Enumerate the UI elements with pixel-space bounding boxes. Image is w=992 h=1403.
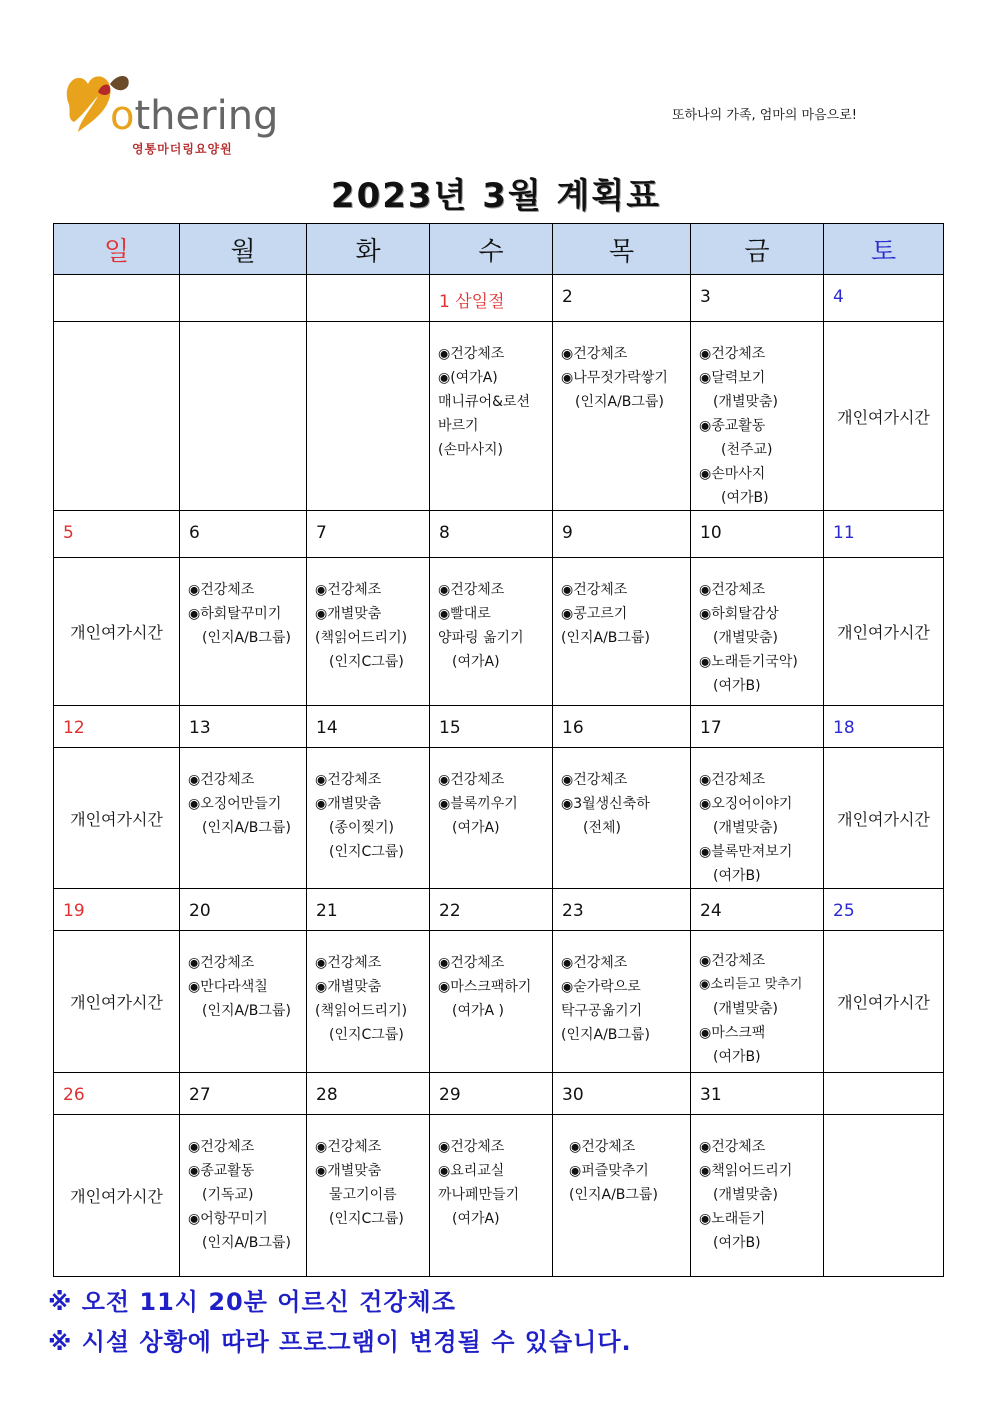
date-cell: [553, 275, 691, 322]
date-number: 31: [700, 1085, 722, 1105]
weekday-header: 화: [307, 224, 430, 275]
activity-line: (여가B): [721, 490, 769, 506]
date-cell: [691, 275, 824, 322]
activity-line: ◉마스크팩: [699, 1025, 766, 1041]
date-number: 29: [439, 1085, 461, 1105]
logo: [58, 62, 278, 158]
activity-line: (인지C그룹): [329, 1027, 404, 1043]
activity-cell: [430, 748, 553, 889]
activity-cell: [430, 322, 553, 511]
activity-line: ◉책읽어드리기: [699, 1163, 793, 1179]
activity-line: 까나페만들기: [438, 1187, 520, 1203]
activity-cell: [307, 322, 430, 511]
activity-line: ◉3월생신축하: [561, 796, 650, 812]
activity-line: ◉오징어이야기: [699, 796, 793, 812]
activity-line: (인지A/B그룹): [561, 630, 650, 646]
activity-line: ◉하회탈감상: [699, 606, 779, 622]
activity-cell: [430, 931, 553, 1073]
activity-cell: [180, 748, 307, 889]
date-cell: [430, 706, 553, 748]
date-number: 28: [316, 1085, 338, 1105]
activity-line: (여가B): [713, 868, 761, 884]
date-cell: [180, 511, 307, 558]
date-number: 25: [833, 901, 855, 921]
date-number: 13: [189, 718, 211, 738]
date-cell: [54, 889, 180, 931]
activity-row: [54, 748, 944, 889]
date-cell: [180, 275, 307, 322]
date-row: [54, 706, 944, 748]
activity-line: ◉개별맞춤: [315, 1163, 382, 1179]
activity-cell: [553, 931, 691, 1073]
activity-line: ◉오징어만들기: [188, 796, 282, 812]
activity-line: (여가B): [713, 1049, 761, 1065]
date-number: 17: [700, 718, 722, 738]
activity-line: (여가A ): [452, 1003, 504, 1019]
activity-line: ◉종교활동: [699, 418, 766, 434]
activity-line: (책읽어드리기): [315, 1003, 408, 1019]
date-number: 16: [562, 718, 584, 738]
date-cell: [307, 275, 430, 322]
date-cell: [307, 1073, 430, 1115]
activity-line: ◉건강체조: [561, 582, 628, 598]
calendar-table: [53, 223, 944, 1277]
activity-line: (여가B): [713, 1235, 761, 1251]
activity-line: ◉개별맞춤: [315, 979, 382, 995]
activity-line: (개별맞춤): [713, 630, 779, 646]
activity-line: ◉건강체조: [315, 1139, 382, 1155]
date-cell: [307, 706, 430, 748]
activity-line: (기독교): [202, 1187, 254, 1203]
activity-line: (인지A/B그룹): [202, 1235, 291, 1251]
date-cell: [180, 1073, 307, 1115]
activity-row: [54, 322, 944, 511]
date-cell: [691, 511, 824, 558]
activity-line: (책읽어드리기): [315, 630, 408, 646]
activity-line: (개별맞춤): [713, 1001, 779, 1017]
activity-line: 매니큐어&로션: [438, 394, 531, 410]
activity-line: ◉종교활동: [188, 1163, 255, 1179]
activity-line: ◉건강체조: [315, 955, 382, 971]
weekday-header: 수: [430, 224, 553, 275]
date-cell: [691, 889, 824, 931]
activity-line: ◉건강체조: [438, 346, 505, 362]
activity-line: ◉빨대로: [438, 606, 491, 622]
date-number: 19: [63, 901, 85, 921]
date-row: [54, 889, 944, 931]
date-number: 24: [700, 901, 722, 921]
activity-cell: [180, 1115, 307, 1277]
weekday-header: 토: [824, 224, 944, 275]
activity-line: (개별맞춤): [713, 394, 779, 410]
activity-line: (인지A/B그룹): [569, 1187, 658, 1203]
date-cell: [691, 706, 824, 748]
activity-line: ◉건강체조: [315, 582, 382, 598]
activity-line: ◉건강체조: [438, 772, 505, 788]
activity-line: 양파링 옮기기: [438, 630, 524, 646]
date-cell: [691, 1073, 824, 1115]
date-number: [54, 275, 179, 304]
activity-line: (여가A): [452, 1211, 500, 1227]
activity-cell: 개인여가시간: [54, 748, 180, 889]
activity-line: 물고기이름: [329, 1187, 397, 1203]
activity-cell: 개인여가시간: [54, 931, 180, 1073]
activity-line: (인지C그룹): [329, 654, 404, 670]
activity-line: (인지A/B그룹): [202, 630, 291, 646]
activity-line: (여가A): [452, 820, 500, 836]
activity-cell: [691, 322, 824, 511]
activity-line: (손마사지): [438, 442, 504, 458]
date-number: 22: [439, 901, 461, 921]
date-row: [54, 1073, 944, 1115]
activity-line: ◉소리듣고 맞추기: [699, 977, 803, 992]
weekday-header: 금: [691, 224, 824, 275]
weekday-header: 목: [553, 224, 691, 275]
date-number: 8: [439, 523, 450, 543]
date-cell: [553, 889, 691, 931]
activity-line: (종이찢기): [329, 820, 395, 836]
activity-line: (인지A/B그룹): [575, 394, 664, 410]
activity-line: ◉블록만져보기: [699, 844, 793, 860]
activity-line: ◉건강체조: [699, 772, 766, 788]
slogan: 또하나의 가족, 엄마의 마음으로!: [672, 108, 857, 123]
activity-cell: [307, 931, 430, 1073]
activity-line: ◉건강체조: [438, 582, 505, 598]
activity-line: ◉건강체조: [561, 955, 628, 971]
activity-line: ◉어항꾸미기: [188, 1211, 268, 1227]
activity-line: (여가A): [452, 654, 500, 670]
activity-line: (개별맞춤): [713, 1187, 779, 1203]
date-cell: [553, 1073, 691, 1115]
date-number: 30: [562, 1085, 584, 1105]
date-number: 23: [562, 901, 584, 921]
activity-line: ◉블록끼우기: [438, 796, 518, 812]
activity-line: (개별맞춤): [713, 820, 779, 836]
activity-line: ◉(여가A): [438, 370, 498, 386]
date-number: 4: [833, 287, 844, 307]
activity-line: ◉건강체조: [561, 346, 628, 362]
activity-line: ◉만다라색칠: [188, 979, 268, 995]
activity-line: ◉건강체조: [188, 582, 255, 598]
activity-line: ◉숟가락으로: [561, 979, 641, 995]
activity-cell: [180, 931, 307, 1073]
activity-cell: [691, 558, 824, 706]
activity-line: ◉건강체조: [188, 1139, 255, 1155]
activity-cell: [430, 1115, 553, 1277]
activity-row: [54, 558, 944, 706]
date-cell: [553, 706, 691, 748]
activity-line: ◉마스크팩하기: [438, 979, 532, 995]
activity-cell: [824, 1115, 944, 1277]
activity-line: (인지C그룹): [329, 1211, 404, 1227]
date-number: [824, 1073, 943, 1102]
activity-line: ◉건강체조: [699, 1139, 766, 1155]
activity-line: 바르기: [438, 418, 479, 434]
activity-line: ◉요리교실: [438, 1163, 505, 1179]
activity-line: ◉달력보기: [699, 370, 766, 386]
activity-cell: [180, 558, 307, 706]
activity-line: (여가B): [713, 678, 761, 694]
date-cell: [430, 889, 553, 931]
activity-line: ◉손마사지: [699, 466, 766, 482]
date-number: 27: [189, 1085, 211, 1105]
date-number: 14: [316, 718, 338, 738]
activity-line: ◉콩고르기: [561, 606, 628, 622]
date-row: [54, 511, 944, 558]
date-number: 12: [63, 718, 85, 738]
date-number: 26: [63, 1085, 85, 1105]
activity-cell: 개인여가시간: [54, 558, 180, 706]
activity-line: (천주교): [721, 442, 773, 458]
activity-line: ◉나무젓가락쌓기: [561, 370, 668, 386]
activity-cell: [691, 931, 824, 1073]
activity-line: ◉건강체조: [699, 582, 766, 598]
date-row: [54, 275, 944, 322]
activity-cell: [691, 748, 824, 889]
activity-cell: 개인여가시간: [824, 748, 944, 889]
activity-cell: [553, 1115, 691, 1277]
activity-line: ◉건강체조: [315, 772, 382, 788]
activity-line: (전체): [583, 820, 621, 836]
activity-line: ◉건강체조: [699, 953, 766, 969]
date-number: 6: [189, 523, 200, 543]
date-cell: [54, 706, 180, 748]
date-cell: [824, 1073, 944, 1115]
date-cell: [430, 1073, 553, 1115]
activity-line: ◉개별맞춤: [315, 796, 382, 812]
activity-cell: [553, 558, 691, 706]
activity-cell: 개인여가시간: [824, 558, 944, 706]
date-number: 21: [316, 901, 338, 921]
date-number: 3: [700, 287, 711, 307]
weekday-header-row: [54, 224, 944, 275]
activity-cell: [307, 558, 430, 706]
activity-cell: 개인여가시간: [824, 322, 944, 511]
activity-line: ◉하회탈꾸미기: [188, 606, 282, 622]
activity-cell: [430, 558, 553, 706]
activity-cell: 개인여가시간: [54, 1115, 180, 1277]
date-cell: [430, 511, 553, 558]
activity-cell: [307, 748, 430, 889]
weekday-header: 월: [180, 224, 307, 275]
logo-subtitle: 영통마더링요양원: [132, 142, 233, 156]
date-number: 11: [833, 523, 855, 543]
activity-line: ◉노래듣기국악): [699, 654, 798, 670]
date-number: 10: [700, 523, 722, 543]
activity-cell: [180, 322, 307, 511]
date-number: [180, 275, 306, 304]
date-cell: [54, 511, 180, 558]
date-number: 18: [833, 718, 855, 738]
date-number: 7: [316, 523, 327, 543]
activity-line: ◉건강체조: [569, 1139, 636, 1155]
activity-cell: [54, 322, 180, 511]
date-cell: [824, 511, 944, 558]
date-number: 9: [562, 523, 573, 543]
activity-line: ◉건강체조: [699, 346, 766, 362]
page-title: 2023년 3월 계획표: [330, 176, 662, 216]
activity-line: (인지A/B그룹): [561, 1027, 650, 1043]
activity-cell: [307, 1115, 430, 1277]
activity-line: ◉건강체조: [561, 772, 628, 788]
activity-cell: 개인여가시간: [824, 931, 944, 1073]
date-number: 5: [63, 523, 74, 543]
date-cell: [180, 889, 307, 931]
activity-cell: [553, 748, 691, 889]
note-line: ※ 시설 상황에 따라 프로그램이 변경될 수 있습니다.: [48, 1328, 632, 1356]
date-cell: [54, 1073, 180, 1115]
activity-line: ◉건강체조: [188, 772, 255, 788]
date-cell: [307, 511, 430, 558]
date-cell: [824, 706, 944, 748]
note-line: ※ 오전 11시 20분 어르신 건강체조: [48, 1288, 456, 1316]
activity-line: (인지C그룹): [329, 844, 404, 860]
date-cell: [180, 706, 307, 748]
date-cell: [54, 275, 180, 322]
date-number: 15: [439, 718, 461, 738]
date-cell: [430, 275, 553, 322]
activity-line: ◉노래듣기: [699, 1211, 766, 1227]
activity-row: [54, 1115, 944, 1277]
activity-line: 탁구공옮기기: [561, 1003, 643, 1019]
activity-line: ◉건강체조: [438, 955, 505, 971]
activity-line: ◉퍼즐맞추기: [569, 1163, 649, 1179]
activity-line: ◉건강체조: [188, 955, 255, 971]
activity-line: ◉개별맞춤: [315, 606, 382, 622]
date-cell: [824, 889, 944, 931]
date-number: [307, 275, 429, 304]
activity-cell: [553, 322, 691, 511]
activity-row: [54, 931, 944, 1073]
date-cell: [307, 889, 430, 931]
date-cell: [824, 275, 944, 322]
date-number: 2: [562, 287, 573, 307]
activity-line: ◉건강체조: [438, 1139, 505, 1155]
weekday-header: 일: [54, 224, 180, 275]
activity-cell: [691, 1115, 824, 1277]
date-number: 20: [189, 901, 211, 921]
date-number: 1 삼일절: [439, 292, 505, 312]
logo-wordmark: othering: [110, 93, 279, 139]
activity-line: (인지A/B그룹): [202, 1003, 291, 1019]
date-cell: [553, 511, 691, 558]
activity-line: (인지A/B그룹): [202, 820, 291, 836]
